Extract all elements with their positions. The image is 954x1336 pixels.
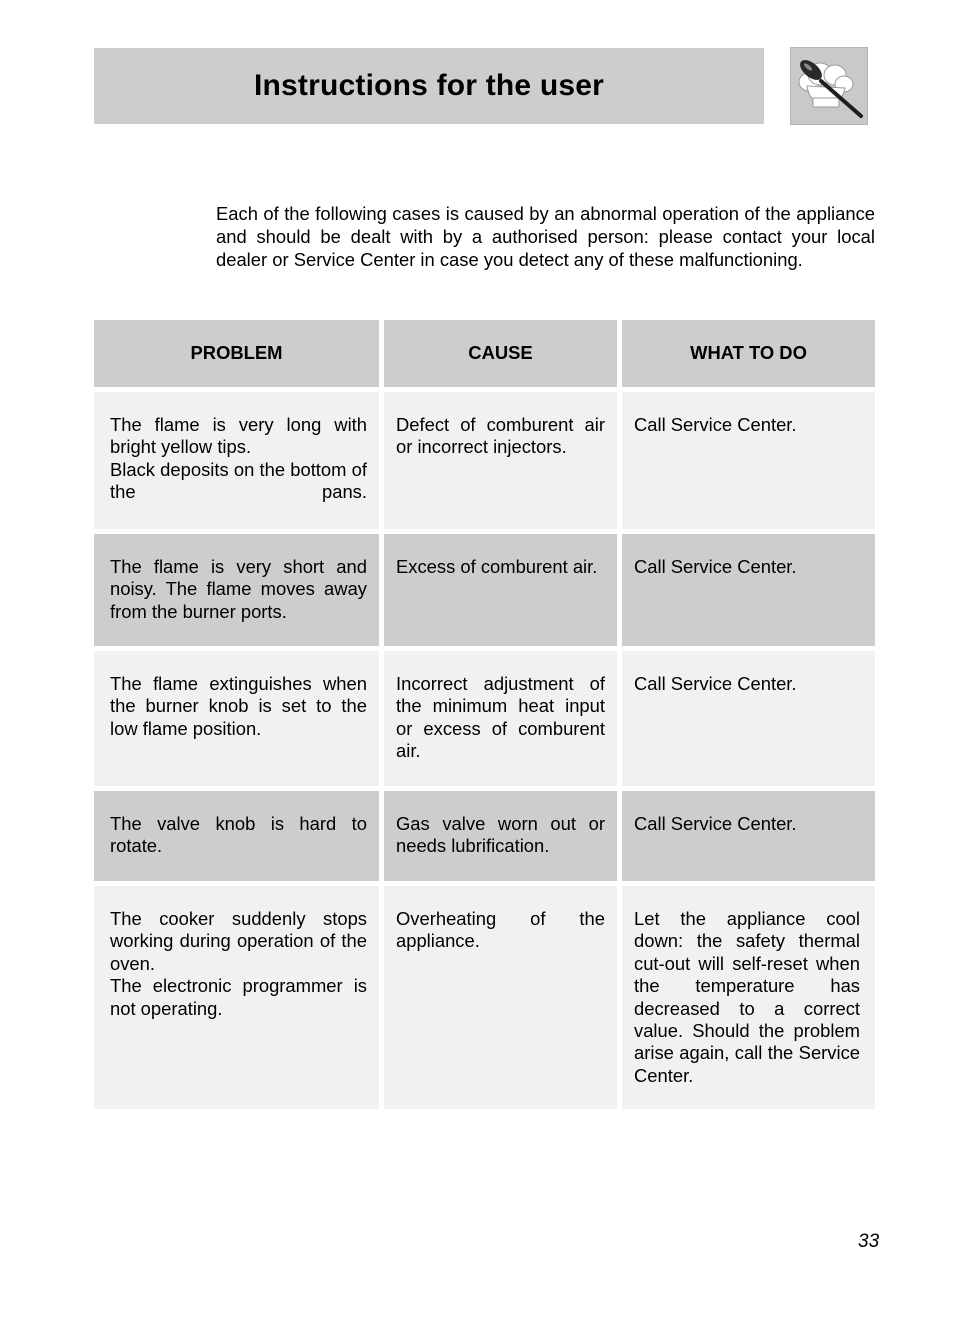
cause-cell: Incorrect adjustment of the minimum heat input or excess of comburent air. xyxy=(384,651,617,786)
problem-line: The flame is very long with bright yellow tips. xyxy=(110,414,367,458)
action-cell: Call Service Center. xyxy=(622,392,875,529)
action-cell: Call Service Center. xyxy=(622,534,875,646)
problem-cell xyxy=(94,791,379,881)
cause-cell: Overheating of the appliance. xyxy=(384,886,617,1109)
action-cell: Call Service Center. xyxy=(622,791,875,881)
problem-line: The cooker suddenly stops working during operation of the oven. xyxy=(110,908,367,974)
problem-cell xyxy=(94,392,379,529)
problem-line: The flame extinguishes when the burner knob is set to the low flame position. xyxy=(110,673,367,739)
action-cell: Call Service Center. xyxy=(622,651,875,786)
problem-cell xyxy=(94,886,379,1109)
table-header-row xyxy=(94,320,875,387)
cause-cell: Defect of comburent air or incorrect injectors. xyxy=(384,392,617,529)
problem-line: The valve knob is hard to rotate. xyxy=(110,813,367,857)
header-bar xyxy=(94,48,764,124)
page-title: Instructions for the user xyxy=(253,69,605,102)
cause-cell: Gas valve worn out or needs lubrification. xyxy=(384,791,617,881)
table-row xyxy=(94,534,875,646)
table-row xyxy=(94,886,875,1109)
cause-cell: Excess of comburent air. xyxy=(384,534,617,646)
problem-line: The flame is very short and noisy. The flame moves away from the burner ports. xyxy=(110,556,367,622)
table-row xyxy=(94,791,875,881)
table-row xyxy=(94,651,875,786)
problem-line: The electronic programmer is not operating. xyxy=(110,975,367,1019)
problem-cell xyxy=(94,534,379,646)
page-number: 33 xyxy=(858,1231,880,1252)
table-row xyxy=(94,392,875,529)
troubleshooting-table xyxy=(94,320,875,1109)
column-header-cause: CAUSE xyxy=(384,320,617,387)
spoon-chef-hat-icon xyxy=(790,47,868,125)
action-cell: Let the appliance cool down: the safety thermal cut-out will self-reset when the temperature has decreased to a correct value. Should the problem arise again, call the Service Center. xyxy=(622,886,875,1109)
column-header-what-to-do: WHAT TO DO xyxy=(622,320,875,387)
column-header-problem: PROBLEM xyxy=(94,320,379,387)
problem-line: Black deposits on the bottom of the pans. xyxy=(110,458,367,503)
intro-paragraph: Each of the following cases is caused by an abnormal operation of the appliance and should be dealt with by a authorised person: please contact your local dealer or Service Center in case you detect any of these malfunctioning. xyxy=(216,203,875,271)
problem-cell xyxy=(94,651,379,786)
